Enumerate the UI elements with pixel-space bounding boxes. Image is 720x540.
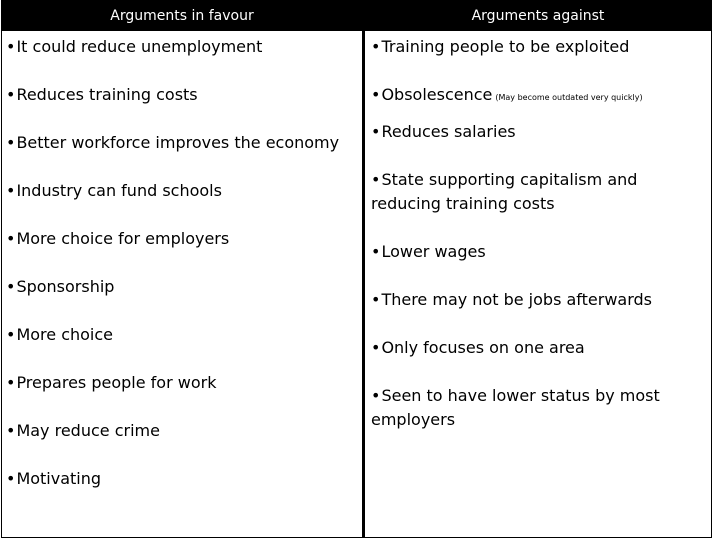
column-divider — [362, 1, 365, 537]
against-item — [371, 336, 585, 360]
favour-item — [6, 179, 222, 203]
bullet: • — [371, 338, 381, 357]
favour-item — [6, 83, 198, 107]
bullet: • — [6, 85, 16, 104]
favour-item-text: Industry can fund schools — [16, 181, 222, 200]
against-item-text: Training people to be exploited — [381, 37, 630, 56]
bullet: • — [371, 122, 381, 141]
against-item-text: Reduces salaries — [381, 122, 516, 141]
favour-item-text: Prepares people for work — [16, 373, 217, 392]
favour-item-text: Better workforce improves the economy — [16, 133, 340, 152]
favour-item — [6, 227, 229, 251]
against-item — [371, 240, 486, 264]
favour-item — [6, 35, 262, 59]
against-item-text: State supporting capitalism and reducing training costs — [371, 170, 638, 213]
bullet: • — [6, 421, 16, 440]
header-favour: Arguments in favour — [2, 1, 362, 31]
bullet: • — [371, 290, 381, 309]
bullet: • — [6, 277, 16, 296]
header-against: Arguments against — [365, 1, 711, 31]
against-item — [371, 83, 643, 110]
favour-item — [6, 131, 339, 155]
favour-item-text: Sponsorship — [16, 277, 115, 296]
against-item-text: Seen to have lower status by most employers — [371, 386, 660, 429]
bullet: • — [6, 181, 16, 200]
bullet: • — [6, 133, 16, 152]
favour-item — [6, 323, 113, 347]
favour-item-text: May reduce crime — [16, 421, 160, 440]
against-item — [371, 35, 629, 59]
against-item — [371, 288, 652, 312]
bullet: • — [6, 373, 16, 392]
against-item-text: Obsolescence — [381, 85, 493, 104]
arguments-table — [1, 0, 712, 538]
favour-item-text: It could reduce unemployment — [16, 37, 263, 56]
bullet: • — [371, 85, 381, 104]
bullet: • — [6, 229, 16, 248]
bullet: • — [6, 37, 16, 56]
bullet: • — [371, 37, 381, 56]
against-item-text: There may not be jobs afterwards — [381, 290, 653, 309]
bullet: • — [6, 325, 16, 344]
favour-item-text: Reduces training costs — [16, 85, 198, 104]
favour-item-text: More choice for employers — [16, 229, 230, 248]
favour-item-text: Motivating — [16, 469, 102, 488]
favour-item — [6, 419, 160, 443]
favour-item — [6, 275, 114, 299]
favour-item — [6, 467, 101, 491]
bullet: • — [6, 469, 16, 488]
against-item-text: Only focuses on one area — [381, 338, 585, 357]
against-item-note: (May become outdated very quickly) — [495, 93, 643, 102]
against-item-text: Lower wages — [381, 242, 486, 261]
against-item — [371, 384, 691, 432]
bullet: • — [371, 242, 381, 261]
bullet: • — [371, 170, 381, 189]
favour-item-text: More choice — [16, 325, 113, 344]
bullet: • — [371, 386, 381, 405]
against-item — [371, 168, 671, 216]
against-item — [371, 120, 516, 144]
favour-item — [6, 371, 216, 395]
